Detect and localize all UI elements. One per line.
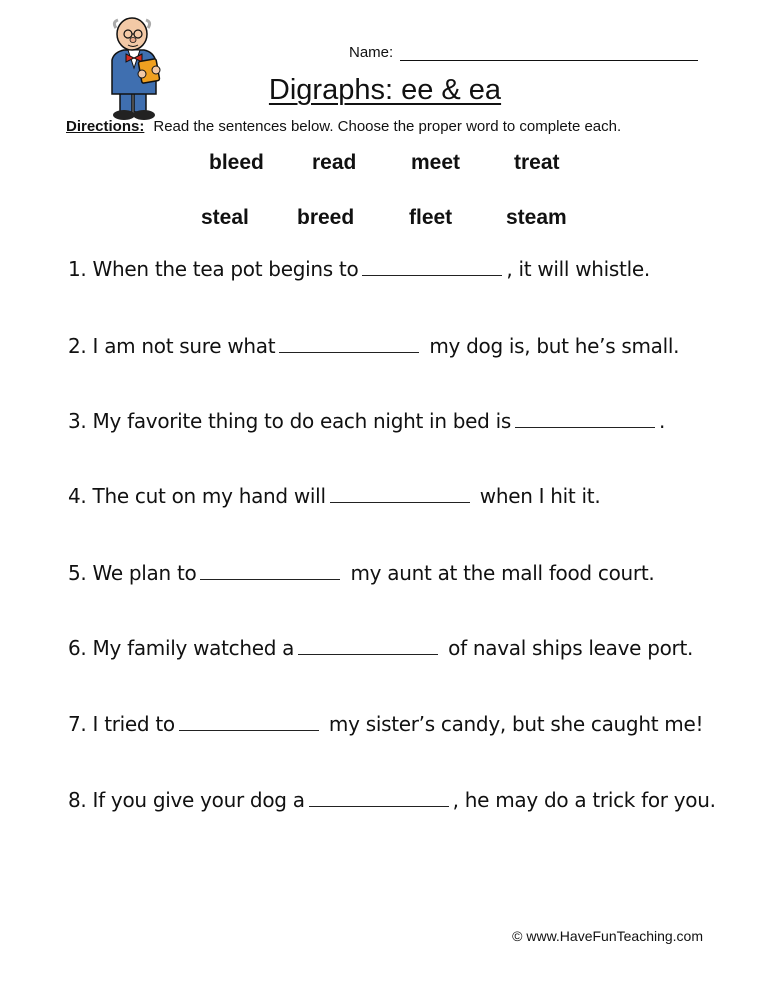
sentence-1: [68, 257, 650, 281]
answer-blank[interactable]: [179, 729, 319, 731]
word-bank-item: breed: [297, 206, 355, 229]
directions-label: Directions:: [66, 118, 145, 135]
word-bank-item: meet: [411, 151, 461, 174]
answer-blank[interactable]: [309, 805, 449, 807]
sentence-text-before: 4. The cut on my hand will: [68, 484, 326, 508]
sentence-text-after: my dog is, but he’s small.: [423, 334, 680, 358]
answer-blank[interactable]: [362, 274, 502, 276]
sentence-text-after: of naval ships leave port.: [442, 636, 694, 660]
page-title: [0, 74, 772, 107]
copyright-footer: © www.HaveFunTeaching.com: [512, 928, 703, 944]
word-bank-item: steam: [506, 206, 567, 229]
name-row: [349, 44, 698, 61]
sentence-text-before: 1. When the tea pot begins to: [68, 257, 359, 281]
answer-blank[interactable]: [200, 578, 340, 580]
answer-blank[interactable]: [515, 426, 655, 428]
answer-blank[interactable]: [298, 653, 438, 655]
answer-blank[interactable]: [330, 501, 470, 503]
sentence-text-before: 2. I am not sure what: [68, 334, 276, 358]
word-bank-item: steal: [201, 206, 249, 229]
sentence-4: [68, 484, 600, 508]
answer-blank[interactable]: [279, 351, 419, 353]
sentence-text-after: .: [658, 409, 666, 433]
sentence-5: [68, 561, 654, 585]
word-bank-item: fleet: [409, 206, 453, 229]
sentence-7: [68, 712, 703, 736]
word-bank-item: treat: [514, 151, 560, 174]
sentence-text-after: my aunt at the mall food court.: [344, 561, 655, 585]
name-label: Name:: [349, 44, 394, 61]
sentence-text-before: 8. If you give your dog a: [68, 788, 305, 812]
page-title-text: Digraphs: ee & ea: [268, 74, 502, 106]
sentence-text-after: , he may do a trick for you.: [452, 788, 716, 812]
sentence-2: [68, 334, 679, 358]
word-bank-item: read: [312, 151, 357, 174]
sentence-text-after: , it will whistle.: [506, 257, 650, 281]
sentence-8: [68, 788, 716, 812]
sentence-3: [68, 409, 665, 433]
sentence-text-before: 7. I tried to: [68, 712, 175, 736]
directions-text: Read the sentences below. Choose the proper word to complete each.: [153, 118, 622, 135]
sentence-text-before: 3. My favorite thing to do each night in bed is: [68, 409, 511, 433]
name-blank-line[interactable]: [400, 46, 698, 61]
sentence-text-before: 6. My family watched a: [68, 636, 295, 660]
directions: [66, 118, 621, 135]
sentence-text-after: when I hit it.: [473, 484, 601, 508]
word-bank-item: bleed: [209, 151, 264, 174]
sentence-text-after: my sister’s candy, but she caught me!: [322, 712, 704, 736]
sentence-6: [68, 636, 693, 660]
sentence-text-before: 5. We plan to: [68, 561, 197, 585]
